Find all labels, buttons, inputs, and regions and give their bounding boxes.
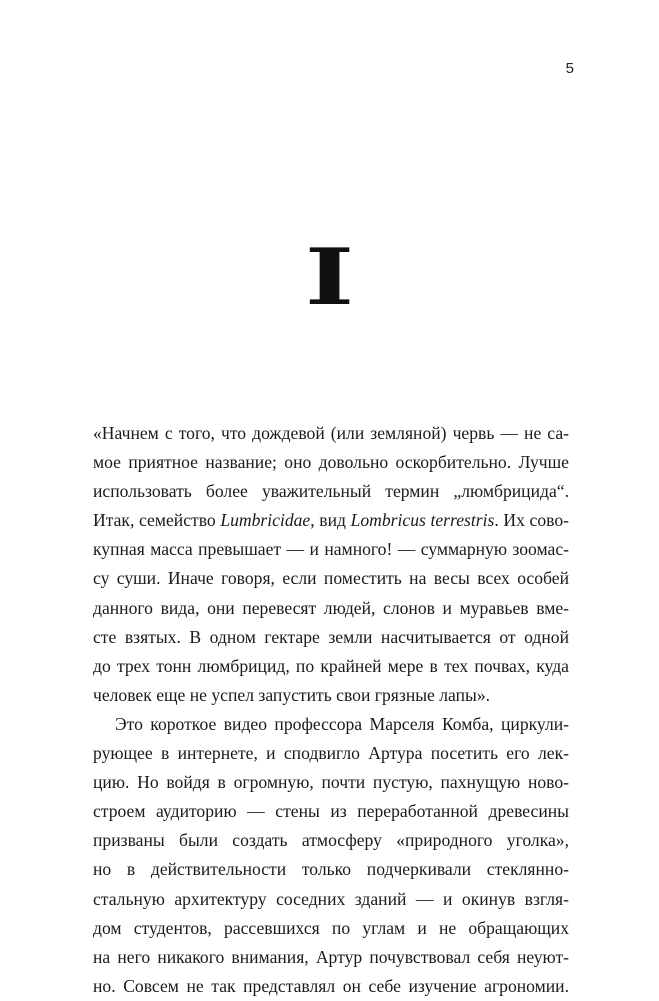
text-line: строем аудиторию — стены из переработанной древесины: [93, 801, 569, 822]
text-line: рующее в интернете, и сподвигло Артура посетить его лек-: [93, 743, 569, 764]
chapter-numeral: I: [304, 232, 355, 323]
text-line: Это короткое видео профессора Марселя Комба, циркули-: [115, 713, 569, 734]
paragraph: [93, 710, 569, 1001]
text-line: «Начнем с того, что дождевой (или земляной) червь — не са-: [93, 423, 569, 443]
latin-term: Lombricus terrestris: [350, 510, 495, 531]
text-line: данного вида, они перевесят людей, слонов и муравьев вме-: [93, 597, 569, 618]
text-line: сте взятых. В одном гектаре земли насчитывается от одной: [93, 626, 569, 647]
text-line: призваны были создать атмосферу «природного уголка»,: [93, 830, 569, 851]
text-line: су суши. Иначе говоря, если поместить на весы всех особей: [93, 568, 569, 589]
page-number: 5: [565, 60, 574, 77]
text-line: человек еще не успел запустить свои грязные лапы».: [93, 684, 491, 705]
text-line: мое приятное название; оно довольно оскорбительно. Лучше: [93, 452, 569, 473]
text-line: дом студентов, рассевшихся по углам и не обращающих: [93, 917, 569, 938]
text-line: цию. Но войдя в огромную, почти пустую, пахнущую ново-: [93, 772, 569, 793]
text-line: но. Совсем не так представлял он себе изучение агрономии.: [93, 975, 569, 996]
text-line: купная масса превышает — и намного! — суммарную зоомас-: [93, 539, 569, 560]
text-line: до трех тонн люмбрицид, по крайней мере в тех почвах, куда: [93, 655, 569, 676]
text-line: стальную архитектуру соседних зданий — и окинув взгля-: [93, 888, 569, 909]
body-text: [93, 419, 569, 1001]
paragraph: [93, 419, 569, 710]
text-line: использовать более уважительный термин „люмбрицида“.: [93, 481, 569, 502]
latin-term: Lumbricidae: [220, 510, 311, 531]
text-line: но в действительности только подчеркивали стеклянно-: [93, 859, 569, 880]
text-line: на него никакого внимания, Артур почувствовал себя неуют-: [93, 946, 569, 967]
text-line-italic: Итак, семейство Lumbricidae, вид Lombricus terrestris. Их сово-: [93, 510, 569, 531]
